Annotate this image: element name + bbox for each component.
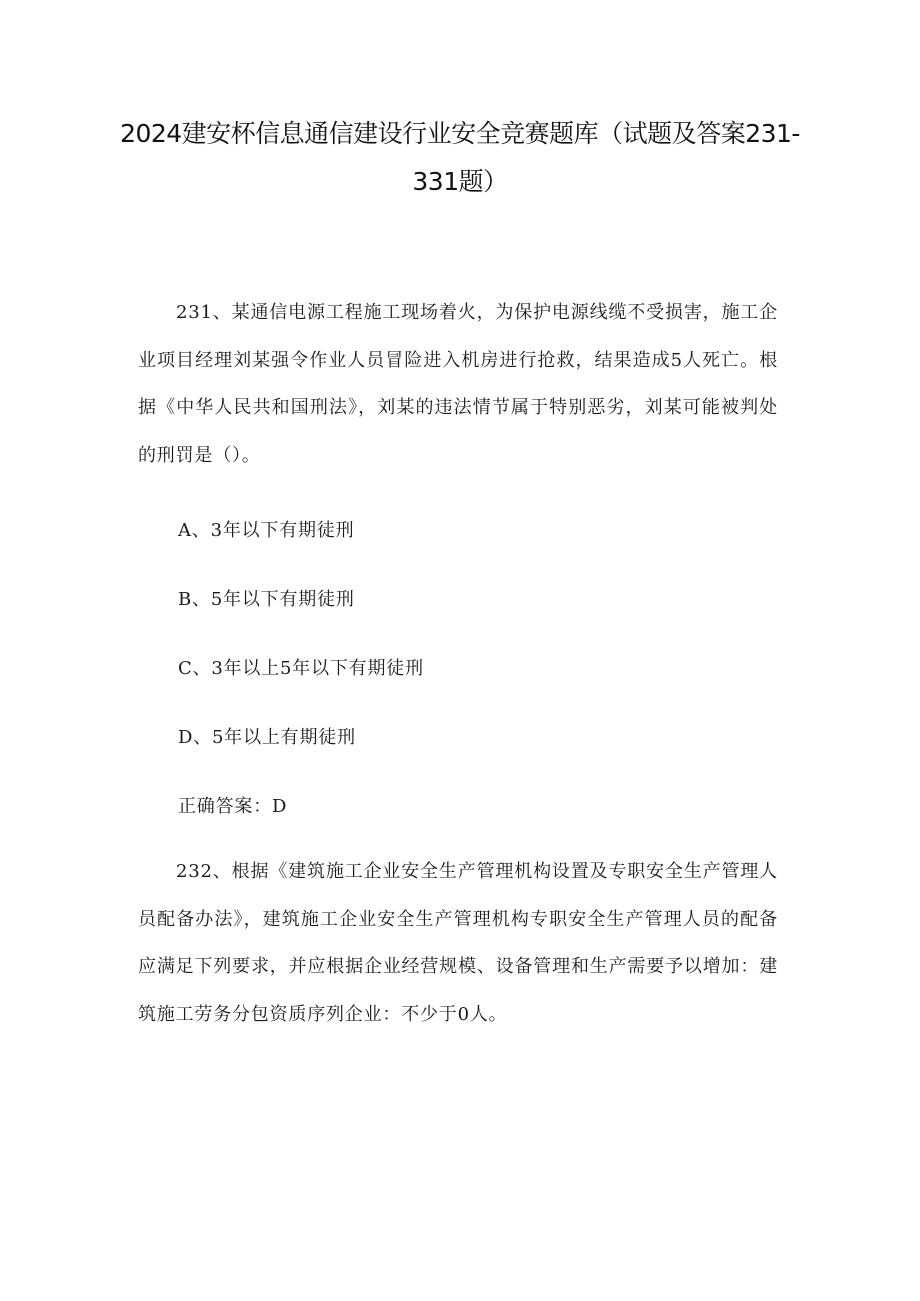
question-231-option-c: C、3年以上5年以下有期徒刑	[178, 658, 424, 679]
document-title: 2024建安杯信息通信建设行业安全竞赛题库（试题及答案231-331题）	[120, 119, 800, 196]
question-231-text: 231、某通信电源工程施工现场着火，为保护电源线缆不受损害，施工企业项目经理刘某强令作业人员冒险进入机房进行抢救，结果造成5人死亡。根据《中华人民共和国刑法》，刘某的违法情节属于特别恶劣，刘某可能被判处的刑罚是（）。	[138, 302, 778, 466]
question-231-option-d: D、5年以上有期徒刑	[178, 727, 356, 748]
question-232-text: 232、根据《建筑施工企业安全生产管理机构设置及专职安全生产管理人员配备办法》，建筑施工企业安全生产管理机构专职安全生产管理人员的配备应满足下列要求，并应根据企业经营规模、设备管理和生产需要予以增加：建筑施工劳务分包资质序列企业：不少于0人。	[138, 861, 778, 1025]
question-231-answer: 正确答案：D	[178, 796, 288, 817]
question-231-option-b: B、5年以下有期徒刑	[178, 589, 355, 610]
question-231-option-a: A、3年以下有期徒刑	[178, 520, 355, 541]
